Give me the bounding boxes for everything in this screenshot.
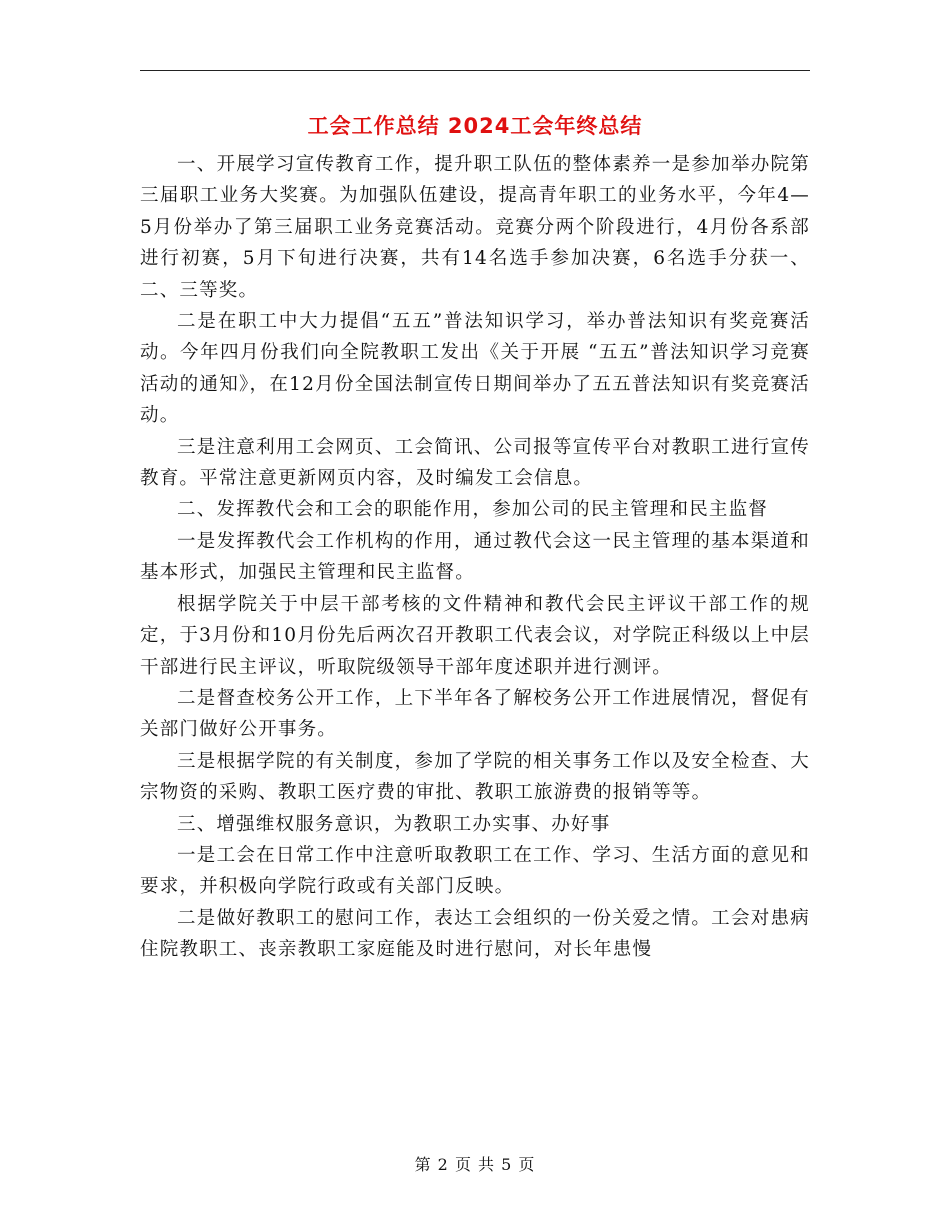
paragraph-11: 二是做好教职工的慰问工作，表达工会组织的一份关爱之情。工会对患病住院教职工、丧亲教职工家庭能及时进行慰问，对长年患慢 [140,907,810,961]
paragraph-10: 一是工会在日常工作中注意听取教职工在工作、学习、生活方面的意见和要求，并积极向学院行政或有关部门反映。 [140,844,810,898]
document-title: 工会工作总结 2024工会年终总结 [307,114,643,138]
paragraph-7: 二是督查校务公开工作，上下半年各了解校务公开工作进展情况，督促有关部门做好公开事务。 [140,687,810,741]
paragraph-3: 三是注意利用工会网页、工会简讯、公司报等宣传平台对教职工进行宣传教育。平常注意更新网页内容，及时编发工会信息。 [140,436,810,490]
section-heading-3: 三、增强维权服务意识，为教职工办实事、办好事 [177,813,611,835]
paragraph-8: 三是根据学院的有关制度，参加了学院的相关事务工作以及安全检查、大宗物资的采购、教职工医疗费的审批、教职工旅游费的报销等等。 [140,750,810,804]
header-rule [140,70,810,71]
paragraph-1: 一、开展学习宣传教育工作，提升职工队伍的整体素养一是参加举办院第三届职工业务大奖赛。为加强队伍建设，提高青年职工的业务水平，今年4—5月份举办了第三届职工业务竞赛活动。竞赛分两个阶段进行，4月份各系部进行初赛，5月下旬进行决赛，共有14名选手参加决赛，6名选手分获一、二、三等奖。 [140,154,810,301]
paragraph-5: 一是发挥教代会工作机构的作用，通过教代会这一民主管理的基本渠道和基本形式，加强民主管理和民主监督。 [140,530,810,584]
paragraph-6: 根据学院关于中层干部考核的文件精神和教代会民主评议干部工作的规定，于3月份和10月份先后两次召开教职工代表会议，对学院正科级以上中层干部进行民主评议，听取院级领导干部年度述职并进行测评。 [140,593,810,678]
document-body [140,149,810,966]
paragraph-2: 二是在职工中大力提倡“五五”普法知识学习，举办普法知识有奖竞赛活动。今年四月份我们向全院教职工发出《关于开展 “五五”普法知识学习竞赛活动的通知》，在12月份全国法制宣传日期间举办了五五普法知识有奖竞赛活动。 [140,311,810,427]
section-heading-2: 二、发挥教代会和工会的职能作用，参加公司的民主管理和民主监督 [177,499,769,521]
page-footer: 第 2 页 共 5 页 [414,1155,536,1174]
